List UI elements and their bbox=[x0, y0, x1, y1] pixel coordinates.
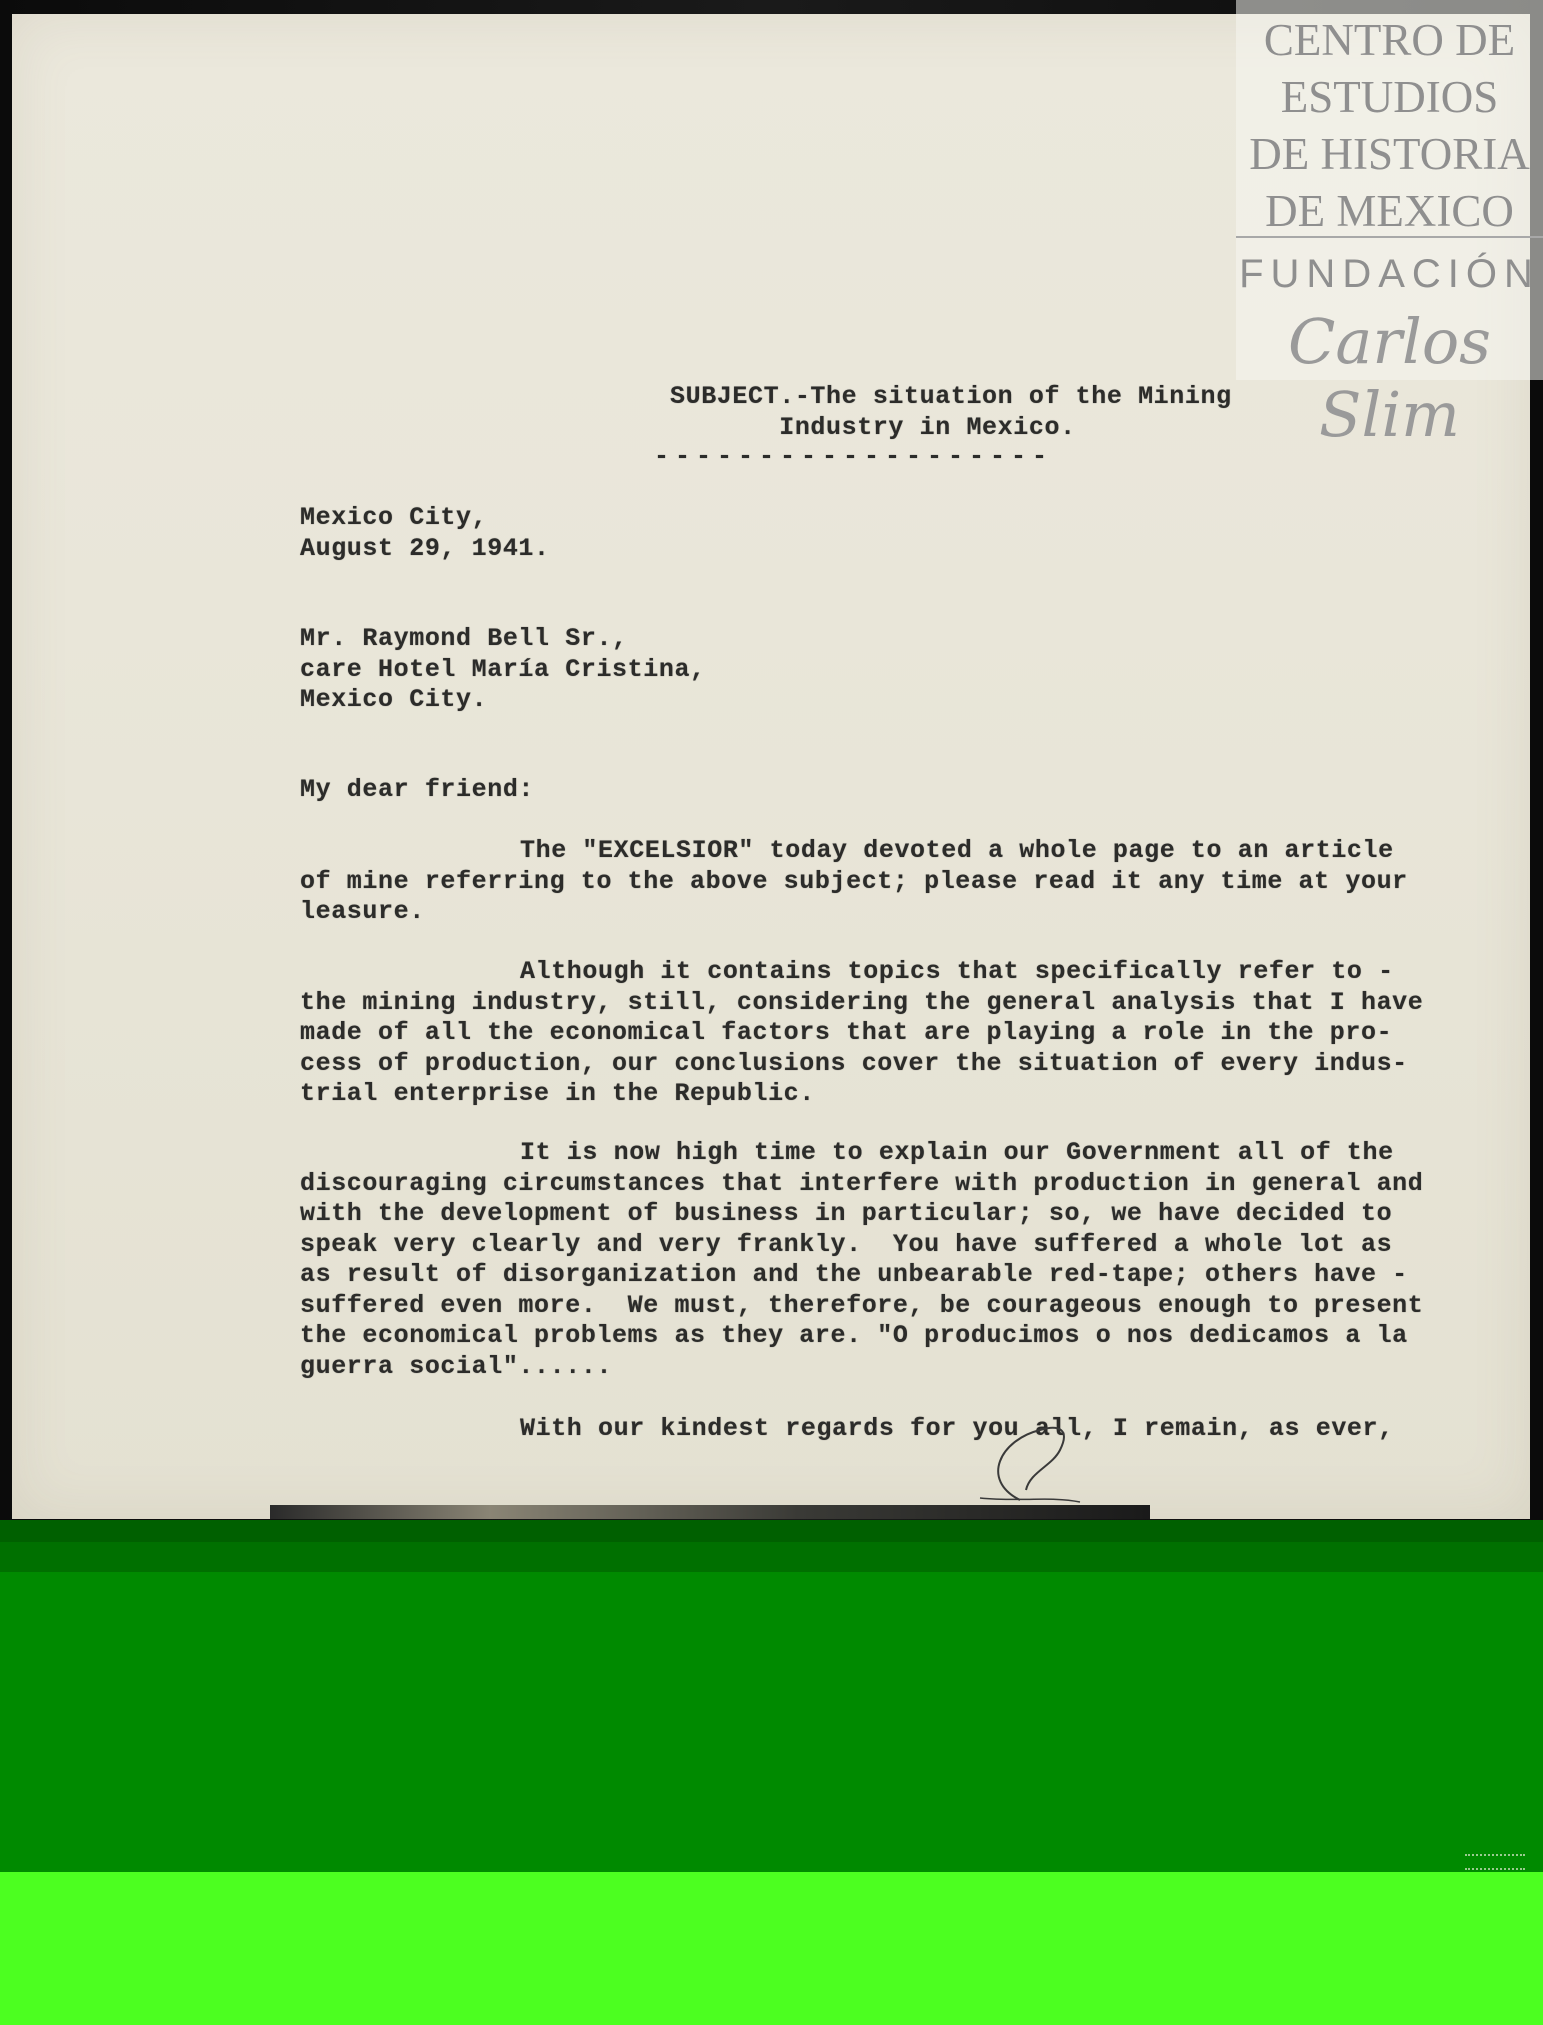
subject-underline: ------------------- bbox=[654, 442, 1054, 471]
archive-watermark bbox=[1236, 0, 1543, 451]
paragraph-2 bbox=[300, 957, 1423, 1110]
paragraph-line: The "EXCELSIOR" today devoted a whole page to an article bbox=[520, 836, 1394, 865]
paragraph-line: discouraging circumstances that interfere with production in general and bbox=[300, 1168, 1424, 1198]
paragraph-3 bbox=[300, 1138, 1423, 1382]
paragraph-line: guerra social"...... bbox=[300, 1351, 613, 1381]
signature-mark bbox=[960, 1410, 1100, 1510]
paragraph-1 bbox=[300, 836, 1408, 928]
watermark-line: DE HISTORIA bbox=[1249, 129, 1530, 179]
green-band-mid bbox=[0, 1542, 1543, 1572]
subject-line: Industry in Mexico. bbox=[779, 412, 1076, 442]
address-line: Mr. Raymond Bell Sr., bbox=[300, 624, 628, 653]
green-band-dark bbox=[0, 1520, 1543, 1542]
watermark-line: CENTRO DE bbox=[1263, 15, 1516, 65]
dateline bbox=[300, 503, 550, 564]
subject-line: SUBJECT.-The situation of the Mining bbox=[670, 382, 1232, 411]
paragraph-line: It is now high time to explain our Government all of the bbox=[520, 1138, 1394, 1167]
watermark-signature-logo: Carlos Slim bbox=[1287, 305, 1491, 451]
watermark-line: DE MEXICO bbox=[1265, 186, 1514, 236]
paragraph-line: as result of disorganization and the unbearable red-tape; others have - bbox=[300, 1260, 1408, 1289]
salutation: My dear friend: bbox=[300, 775, 535, 804]
date-place: Mexico City, bbox=[300, 503, 488, 532]
green-band bbox=[0, 1572, 1543, 1872]
paragraph-line: cess of production, our conclusions cover the situation of every indus- bbox=[300, 1048, 1408, 1078]
recipient-address bbox=[300, 624, 706, 716]
paragraph-line: speak very clearly and very frankly. You have suffered a whole lot as bbox=[300, 1229, 1393, 1259]
paragraph-line: suffered even more. We must, therefore, be courageous enough to present bbox=[300, 1290, 1424, 1320]
paragraph-line: of mine referring to the above subject; please read it any time at your bbox=[300, 866, 1408, 896]
watermark-line: ESTUDIOS bbox=[1280, 72, 1499, 122]
watermark-fundacion: FUNDACIÓN bbox=[1239, 252, 1540, 296]
dotted-mark bbox=[1465, 1854, 1525, 1870]
paragraph-line: leasure. bbox=[300, 897, 425, 926]
closing-line: With our kindest regards for you all, I remain, as ever, bbox=[520, 1414, 1394, 1443]
paragraph-line: the economical problems as they are. "O producimos o nos dedicamos a la bbox=[300, 1321, 1408, 1350]
date: August 29, 1941. bbox=[300, 533, 550, 563]
paragraph-line: Although it contains topics that specifically refer to - bbox=[520, 957, 1394, 986]
subject-block bbox=[670, 382, 1232, 443]
watermark-divider bbox=[1236, 236, 1543, 238]
paragraph-line: made of all the economical factors that are playing a role in the pro- bbox=[300, 1018, 1393, 1047]
paragraph-line: the mining industry, still, considering the general analysis that I have bbox=[300, 987, 1424, 1017]
paragraph-line: trial enterprise in the Republic. bbox=[300, 1079, 815, 1108]
address-line: Mexico City. bbox=[300, 685, 488, 714]
paragraph-line: with the development of business in particular; so, we have decided to bbox=[300, 1199, 1393, 1228]
lime-band bbox=[0, 1872, 1543, 2025]
address-line: care Hotel María Cristina, bbox=[300, 654, 706, 684]
